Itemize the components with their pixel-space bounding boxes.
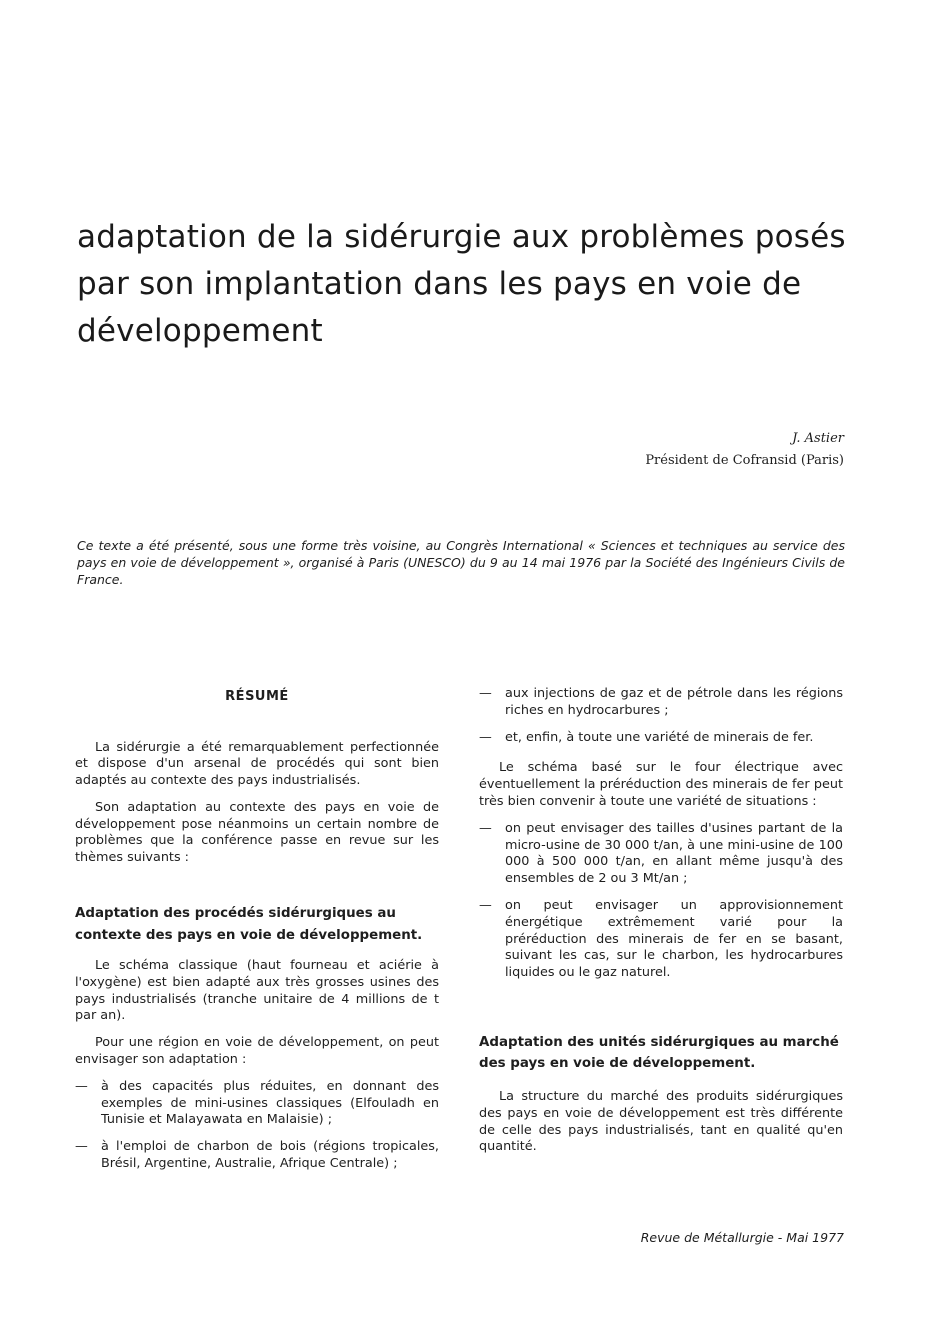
paragraph-four-electrique: Le schéma basé sur le four électrique avec éventuellement la préréduction des minerais de fer peut très bien convenir à toute une variété de situations : [479,760,843,809]
left-column [75,686,439,1183]
journal-footer: Revue de Métallurgie - Mai 1977 [640,1230,844,1245]
list-item: — et, enfin, à toute une variété de minerais de fer. [479,730,843,747]
author-name: J. Astier [792,431,844,446]
intro-note: Ce texte a été présenté, sous une forme très voisine, au Congrès International « Sciences et techniques au service des pays en voie de développement », organisé à Paris (UNESCO) du 9 au 14 mai 1976 par la Société des Ingénieurs Civils de France. [77,538,845,587]
list-item: — on peut envisager des tailles d'usines partant de la micro-usine de 30 000 t/an, à une mini-usine de 100 000 à 500 000 t/an, en allant même jusqu'à des ensembles de 2 ou 3 Mt/an ; [479,821,843,888]
list-item: — on peut envisager un approvisionnement énergétique extrêmement varié pour la préréduction des minerais de fer en se basant, suivant les cas, sur le charbon, les hydrocarbures liquides ou le gaz naturel. [479,898,843,982]
author-block [645,428,844,472]
resume-paragraph-2: Son adaptation au contexte des pays en voie de développement pose néanmoins un certain nombre de problèmes que la conférence passe en revue sur les thèmes suivants : [75,799,439,866]
article-title: adaptation de la sidérurgie aux problèmes posés par son implantation dans les pays en voie de développement [77,219,846,349]
adaptation-list-left [75,1079,439,1173]
list-item: — à des capacités plus réduites, en donnant des exemples de mini-usines classiques (Elfouladh en Tunisie et Malayawata en Malaisie) ; [75,1079,439,1129]
resume-paragraph-1: La sidérurgie a été remarquablement perfectionnée et dispose d'un arsenal de procédés qui sont bien adaptés au contexte des pays industrialisés. [75,739,439,789]
adaptation-list-right [479,686,843,746]
list-item: — aux injections de gaz et de pétrole dans les régions riches en hydrocarbures ; [479,686,843,720]
list-item: — à l'emploi de charbon de bois (régions tropicales, Brésil, Argentine, Australie, Afrique Centrale) ; [75,1139,439,1173]
resume-heading: RÉSUMÉ [225,689,289,704]
author-affiliation: Président de Cofransid (Paris) [645,453,844,468]
section-heading-marche: Adaptation des unités sidérurgiques au marché des pays en voie de développement. [479,1034,839,1072]
paragraph-schema-classique: Le schéma classique (haut fourneau et aciérie à l'oxygène) est bien adapté aux très grosses usines des pays industrialisés (tranche unitaire de 4 millions de t par an). [75,958,439,1024]
right-column [479,686,843,1166]
electric-furnace-list [479,821,843,982]
paragraph-region: Pour une région en voie de développement, on peut envisager son adaptation : [75,1035,439,1068]
section-heading-procedes: Adaptation des procédés sidérurgiques au contexte des pays en voie de développement. [75,906,423,943]
paragraph-structure-marche: La structure du marché des produits sidérurgiques des pays en voie de développement est très différente de celle des pays industrialisés, tant en qualité qu'en quantité. [479,1088,843,1155]
